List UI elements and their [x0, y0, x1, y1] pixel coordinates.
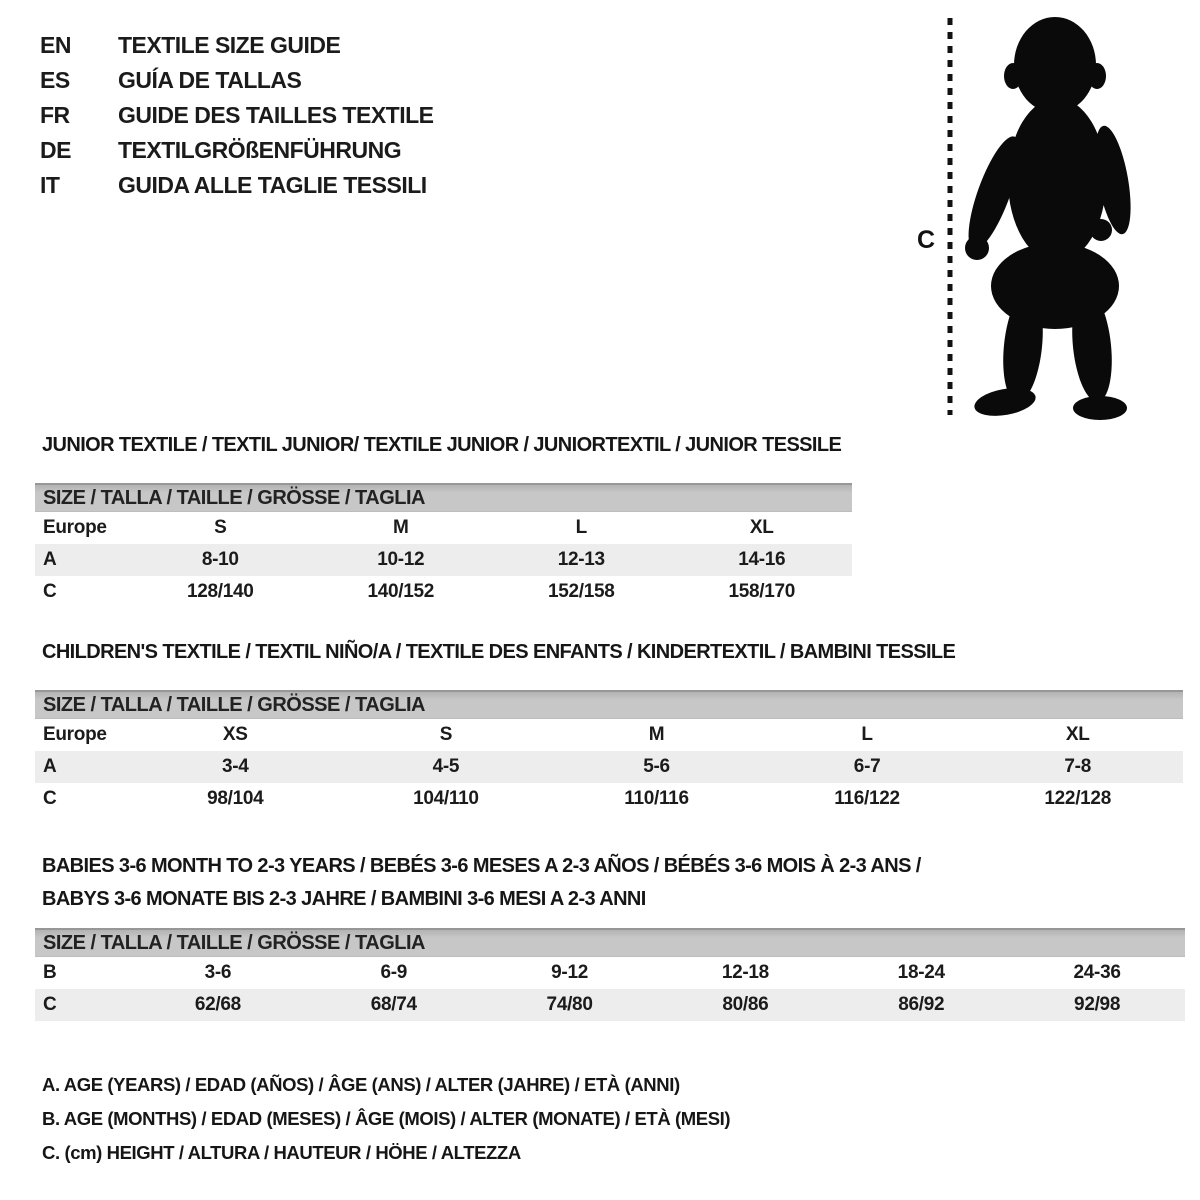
height-measure-label: C — [916, 226, 936, 254]
size-cell: XL — [749, 517, 774, 538]
size-cell: 6-9 — [380, 962, 408, 983]
baby-figure-svg — [893, 8, 1163, 423]
size-cell: 74/80 — [482, 989, 658, 1021]
size-cell: 3-4 — [130, 751, 341, 783]
size-cell: L — [575, 517, 587, 538]
junior-size-table — [35, 483, 852, 608]
table-header-row — [35, 484, 852, 512]
size-cell: 104/110 — [413, 788, 479, 809]
size-cell: 8-10 — [130, 544, 311, 576]
lang-row-en — [40, 28, 434, 63]
toddler-silhouette-icon — [958, 17, 1137, 420]
size-cell: 12-13 — [491, 544, 672, 576]
measure-legend — [42, 1068, 730, 1170]
size-cell: 9-12 — [551, 962, 588, 983]
row-label-cell: C — [35, 989, 130, 1021]
language-title-list — [40, 28, 434, 203]
size-cell: 62/68 — [130, 989, 306, 1021]
table-header-row — [35, 691, 1183, 719]
table-row-height — [35, 989, 1185, 1021]
lang-code: IT — [40, 172, 60, 198]
row-label-cell: B — [43, 962, 57, 983]
babies-table-title — [42, 850, 921, 916]
guide-title: GUÍA DE TALLAS — [118, 67, 302, 93]
size-header-bar: SIZE / TALLA / TAILLE / GRÖSSE / TAGLIA — [35, 691, 1183, 719]
size-cell: S — [214, 517, 227, 538]
size-cell: 80/86 — [657, 989, 833, 1021]
table-row-age — [35, 544, 852, 576]
babies-title-line1: BABIES 3-6 MONTH TO 2-3 YEARS / BEBÉS 3-6 MESES A 2-3 AÑOS / BÉBÉS 3-6 MOIS À 2-3 ANS / — [42, 855, 921, 877]
babies-title-line2: BABYS 3-6 MONATE BIS 2-3 JAHRE / BAMBINI 3-6 MESI A 2-3 ANNI — [42, 888, 646, 910]
size-cell: 158/170 — [728, 581, 796, 602]
size-cell: 6-7 — [762, 751, 973, 783]
lang-row-it — [40, 168, 434, 203]
size-header-bar: SIZE / TALLA / TAILLE / GRÖSSE / TAGLIA — [35, 929, 1185, 957]
size-cell: XL — [1065, 724, 1090, 745]
legend-line-a: A. AGE (YEARS) / EDAD (AÑOS) / ÂGE (ANS) / ALTER (JAHRE) / ETÀ (ANNI) — [42, 1074, 680, 1095]
lang-row-es — [40, 63, 434, 98]
table-row-height — [35, 783, 1183, 815]
size-cell: 18-24 — [897, 962, 945, 983]
legend-line-c: C. (cm) HEIGHT / ALTURA / HAUTEUR / HÖHE / ALTEZZA — [42, 1142, 521, 1163]
row-label-cell: C — [43, 788, 57, 809]
junior-table-title: JUNIOR TEXTILE / TEXTIL JUNIOR/ TEXTILE JUNIOR / JUNIORTEXTIL / JUNIOR TESSILE — [42, 434, 842, 456]
lang-row-de — [40, 133, 434, 168]
table-row-months — [35, 957, 1185, 990]
guide-title: GUIDE DES TAILLES TEXTILE — [118, 102, 434, 128]
children-table-title: CHILDREN'S TEXTILE / TEXTIL NIÑO/A / TEXTILE DES ENFANTS / KINDERTEXTIL / BAMBINI TESSILE — [42, 641, 956, 663]
baby-height-figure — [893, 8, 1163, 423]
guide-title: TEXTILGRÖßENFÜHRUNG — [118, 137, 402, 163]
lang-code: FR — [40, 102, 70, 128]
row-label-cell: Europe — [43, 724, 107, 745]
table-row-height — [35, 576, 852, 608]
size-cell: 86/92 — [833, 989, 1009, 1021]
guide-title: TEXTILE SIZE GUIDE — [118, 32, 341, 58]
lang-row-fr — [40, 98, 434, 133]
size-cell: 152/158 — [547, 581, 615, 602]
lang-code: ES — [40, 67, 70, 93]
size-cell: 116/122 — [834, 788, 900, 809]
row-label-cell: A — [35, 751, 130, 783]
size-cell: 140/152 — [367, 581, 435, 602]
table-row-age — [35, 751, 1183, 783]
size-cell: 92/98 — [1009, 989, 1185, 1021]
size-cell: 7-8 — [972, 751, 1183, 783]
lang-code: EN — [40, 32, 71, 58]
size-cell: 5-6 — [551, 751, 762, 783]
size-cell: 122/128 — [1044, 788, 1111, 809]
table-row-europe — [35, 719, 1183, 752]
size-cell: 14-16 — [672, 544, 853, 576]
row-label-cell: C — [43, 581, 57, 602]
lang-code: DE — [40, 137, 71, 163]
size-cell: M — [392, 517, 409, 538]
size-cell: L — [861, 724, 873, 745]
size-cell: 128/140 — [186, 581, 254, 602]
guide-title: GUIDA ALLE TAGLIE TESSILI — [118, 172, 427, 198]
size-cell: XS — [222, 724, 248, 745]
size-cell: 4-5 — [341, 751, 552, 783]
size-cell: 12-18 — [721, 962, 769, 983]
size-cell: 68/74 — [306, 989, 482, 1021]
size-cell: 24-36 — [1073, 962, 1121, 983]
children-size-table — [35, 690, 1183, 815]
table-row-europe — [35, 512, 852, 545]
babies-size-table — [35, 928, 1185, 1021]
legend-line-b: B. AGE (MONTHS) / EDAD (MESES) / ÂGE (MOIS) / ALTER (MONATE) / ETÀ (MESI) — [42, 1108, 731, 1129]
table-header-row — [35, 929, 1185, 957]
row-label-cell: A — [35, 544, 130, 576]
size-cell: S — [439, 724, 453, 745]
size-cell: 3-6 — [204, 962, 232, 983]
size-header-bar: SIZE / TALLA / TAILLE / GRÖSSE / TAGLIA — [35, 484, 852, 512]
size-cell: M — [648, 724, 665, 745]
row-label-cell: Europe — [43, 517, 107, 538]
size-cell: 98/104 — [207, 788, 264, 809]
size-cell: 110/116 — [624, 788, 689, 809]
size-cell: 10-12 — [311, 544, 492, 576]
